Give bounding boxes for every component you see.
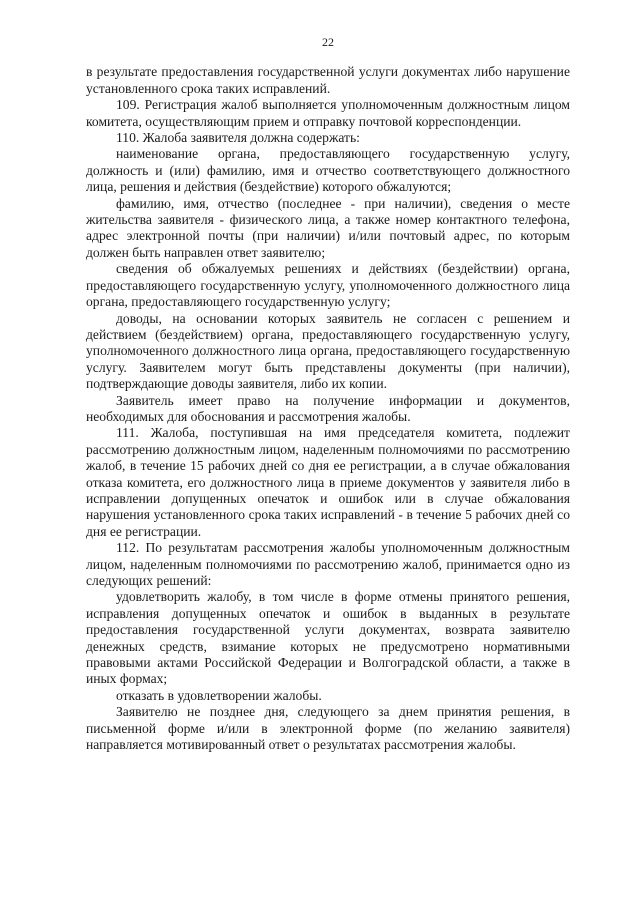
page-number: 22 (322, 35, 334, 49)
paragraph-11: удовлетворить жалобу, в том числе в форме отмены принятого решения, исправления допущенных опечаток и ошибок в выданных в результате предоставления государственной услуги документах, возврата заявителю денежных средств, взимание которых не предусмотрено нормативными правовыми актами Российской Федерации и Волгоградской области, а также в иных формах; (86, 589, 570, 687)
paragraph-1: в результате предоставления государственной услуги документах либо нарушение установленного срока таких исправлений. (86, 64, 570, 96)
paragraph-3: 110. Жалоба заявителя должна содержать: (116, 130, 360, 146)
paragraph-2: 109. Регистрация жалоб выполняется уполномоченным должностным лицом комитета, осуществляющим прием и отправку почтовой корреспонденции. (86, 97, 570, 129)
paragraph-9: 111. Жалоба, поступившая на имя председателя комитета, подлежит рассмотрению должностным лицом, наделенным полномочиями по рассмотрению жалоб, в течение 15 рабочих дней со дня ее регистрации, а в случае обжалования отказа комитета, его должностного лица в приеме документов у заявителя либо в исправлении допущенных опечаток и ошибок или в случае обжалования нарушения установленного срока таких исправлений - в течение 5 рабочих дней со дня ее регистрации. (86, 425, 570, 539)
paragraph-5: фамилию, имя, отчество (последнее - при наличии), сведения о месте жительства заявителя - физического лица, а также номер контактного телефона, адрес электронной почты (при наличии) и/или почтовый адрес, по которым должен быть направлен ответ заявителю; (86, 195, 570, 260)
paragraph-10: 112. По результатам рассмотрения жалобы уполномоченным должностным лицом, наделенным полномочиями по рассмотрению жалоб, принимается одно из следующих решений: (86, 540, 570, 588)
paragraph-13: Заявителю не позднее дня, следующего за днем принятия решения, в письменной форме и/или в электронной форме (по желанию заявителя) направляется мотивированный ответ о результатах рассмотрения жалобы. (86, 704, 570, 753)
paragraph-12: отказать в удовлетворении жалобы. (116, 687, 322, 703)
paragraph-4: наименование органа, предоставляющего государственную услугу, должность и (или) фамилию, имя и отчество соответствующего должностного лица, решения и действия (бездействие) которого обжалуются; (86, 146, 570, 195)
paragraph-6: сведения об обжалуемых решениях и действиях (бездействии) органа, предоставляющего государственную услугу, уполномоченного должностного лица органа, предоставляющего государственную услугу; (86, 261, 570, 310)
document-body (86, 64, 570, 753)
paragraph-8: Заявитель имеет право на получение информации и документов, необходимых для обоснования и рассмотрения жалобы. (86, 392, 570, 424)
paragraph-7: доводы, на основании которых заявитель не согласен с решением и действием (бездействием) органа, предоставляющего государственную услугу, уполномоченного должностного лица органа, предоставляющего государственную услугу. Заявителем могут быть представлены документы (при наличии), подтверждающие доводы заявителя, либо их копии. (86, 310, 570, 392)
document-page (86, 34, 570, 753)
